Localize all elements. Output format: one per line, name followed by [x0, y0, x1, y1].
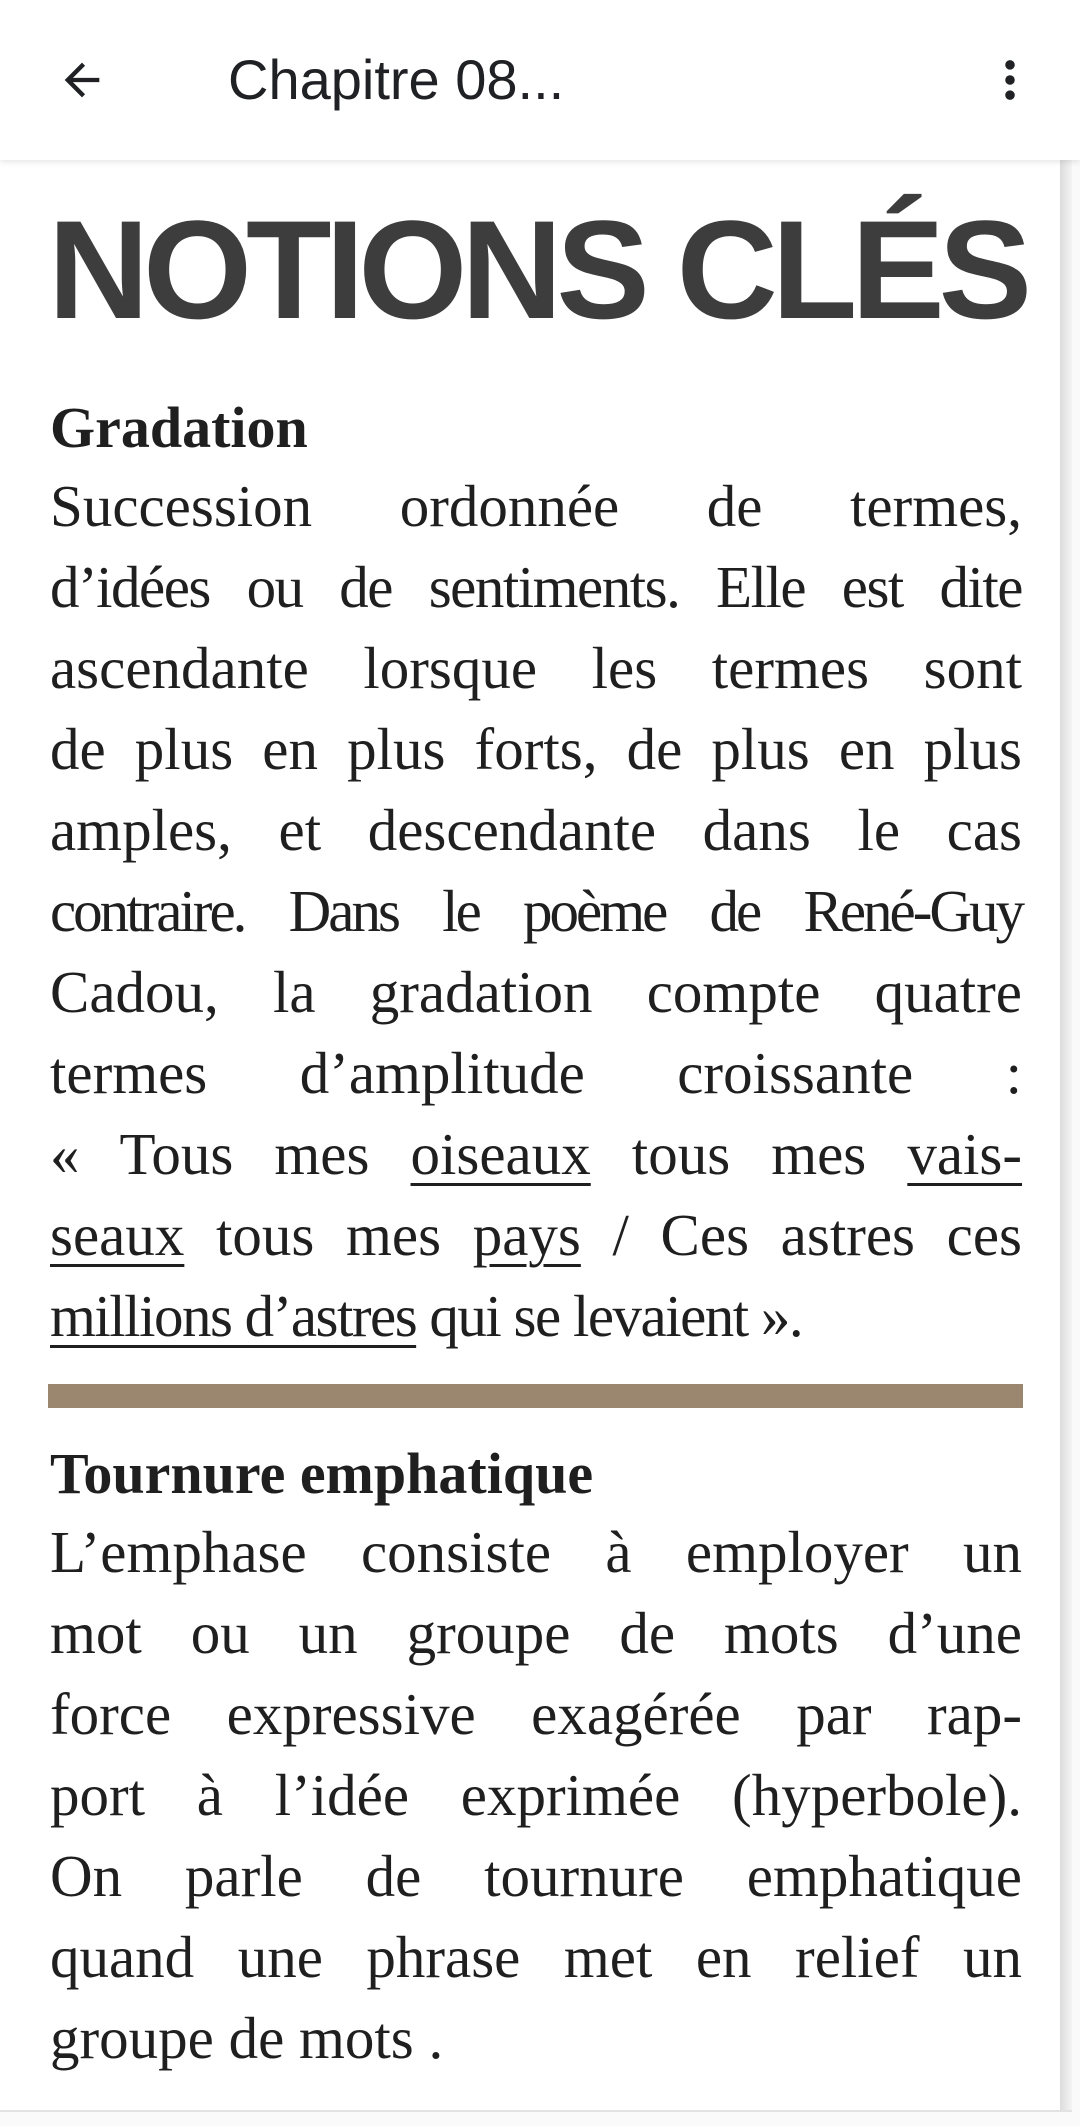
text-line: Cadou, la gradation compte quatre: [50, 959, 1022, 1025]
text-line: [50, 1276, 1022, 1357]
more-vert-icon: [984, 54, 1036, 106]
text-line: L’emphase consiste à employer un: [50, 1519, 1022, 1585]
underlined-term: oiseaux: [410, 1121, 591, 1187]
text-line: ascendante lorsque les termes sont: [50, 635, 1022, 701]
section-tournure-emphatique: [50, 1436, 1022, 2079]
book-page: [0, 160, 1060, 2110]
text-line: d’idées ou de sentiments. Elle est dite: [50, 554, 1022, 620]
text-line: groupe de mots .: [50, 2005, 444, 2071]
underlined-term: vais-: [907, 1121, 1022, 1187]
page-edge: [1060, 160, 1072, 2110]
text-run: tous mes: [590, 1121, 908, 1187]
text-line: On parle de tournure emphatique: [50, 1843, 1022, 1909]
section-gradation: [50, 390, 1022, 1357]
more-options-button[interactable]: [968, 38, 1052, 122]
page-bottom-edge: [0, 2110, 1072, 2112]
page-viewer[interactable]: [0, 160, 1080, 2126]
text-run: / Ces astres ces: [580, 1202, 1022, 1268]
text-run: « Tous mes: [50, 1121, 411, 1187]
text-line: Succession ordonnée de termes,: [50, 473, 1022, 539]
back-button[interactable]: [40, 38, 124, 122]
text-line: termes d’amplitude croissante :: [50, 1040, 1022, 1106]
section-title: Gradation: [50, 395, 308, 460]
text-line: [50, 1114, 1022, 1195]
text-line: mot ou un groupe de mots d’une: [50, 1600, 1022, 1666]
text-run: tous mes: [184, 1202, 473, 1268]
underlined-term: pays: [472, 1202, 581, 1268]
page-heading: NOTIONS CLÉS: [48, 191, 1027, 348]
section-divider: [48, 1384, 1023, 1408]
text-line: quand une phrase met en relief un: [50, 1924, 1022, 1990]
text-line: port à l’idée exprimée (hyperbole).: [50, 1762, 1022, 1828]
section-title: Tournure emphatique: [50, 1441, 594, 1506]
top-app-bar: [0, 0, 1080, 160]
underlined-term: millions d’astres: [50, 1283, 417, 1349]
toolbar-title: Chapitre 08...: [228, 48, 565, 111]
text-line: de plus en plus forts, de plus en plus: [50, 716, 1022, 782]
text-run: qui se levaient ».: [416, 1283, 803, 1349]
text-line: contraire. Dans le poème de René-Guy: [50, 878, 1022, 944]
arrow-back-icon: [56, 54, 108, 106]
underlined-term: seaux: [50, 1202, 185, 1268]
text-line: [50, 1195, 1022, 1276]
text-line: force expressive exagérée par rap-: [50, 1681, 1022, 1747]
text-line: amples, et descendante dans le cas: [50, 797, 1022, 863]
